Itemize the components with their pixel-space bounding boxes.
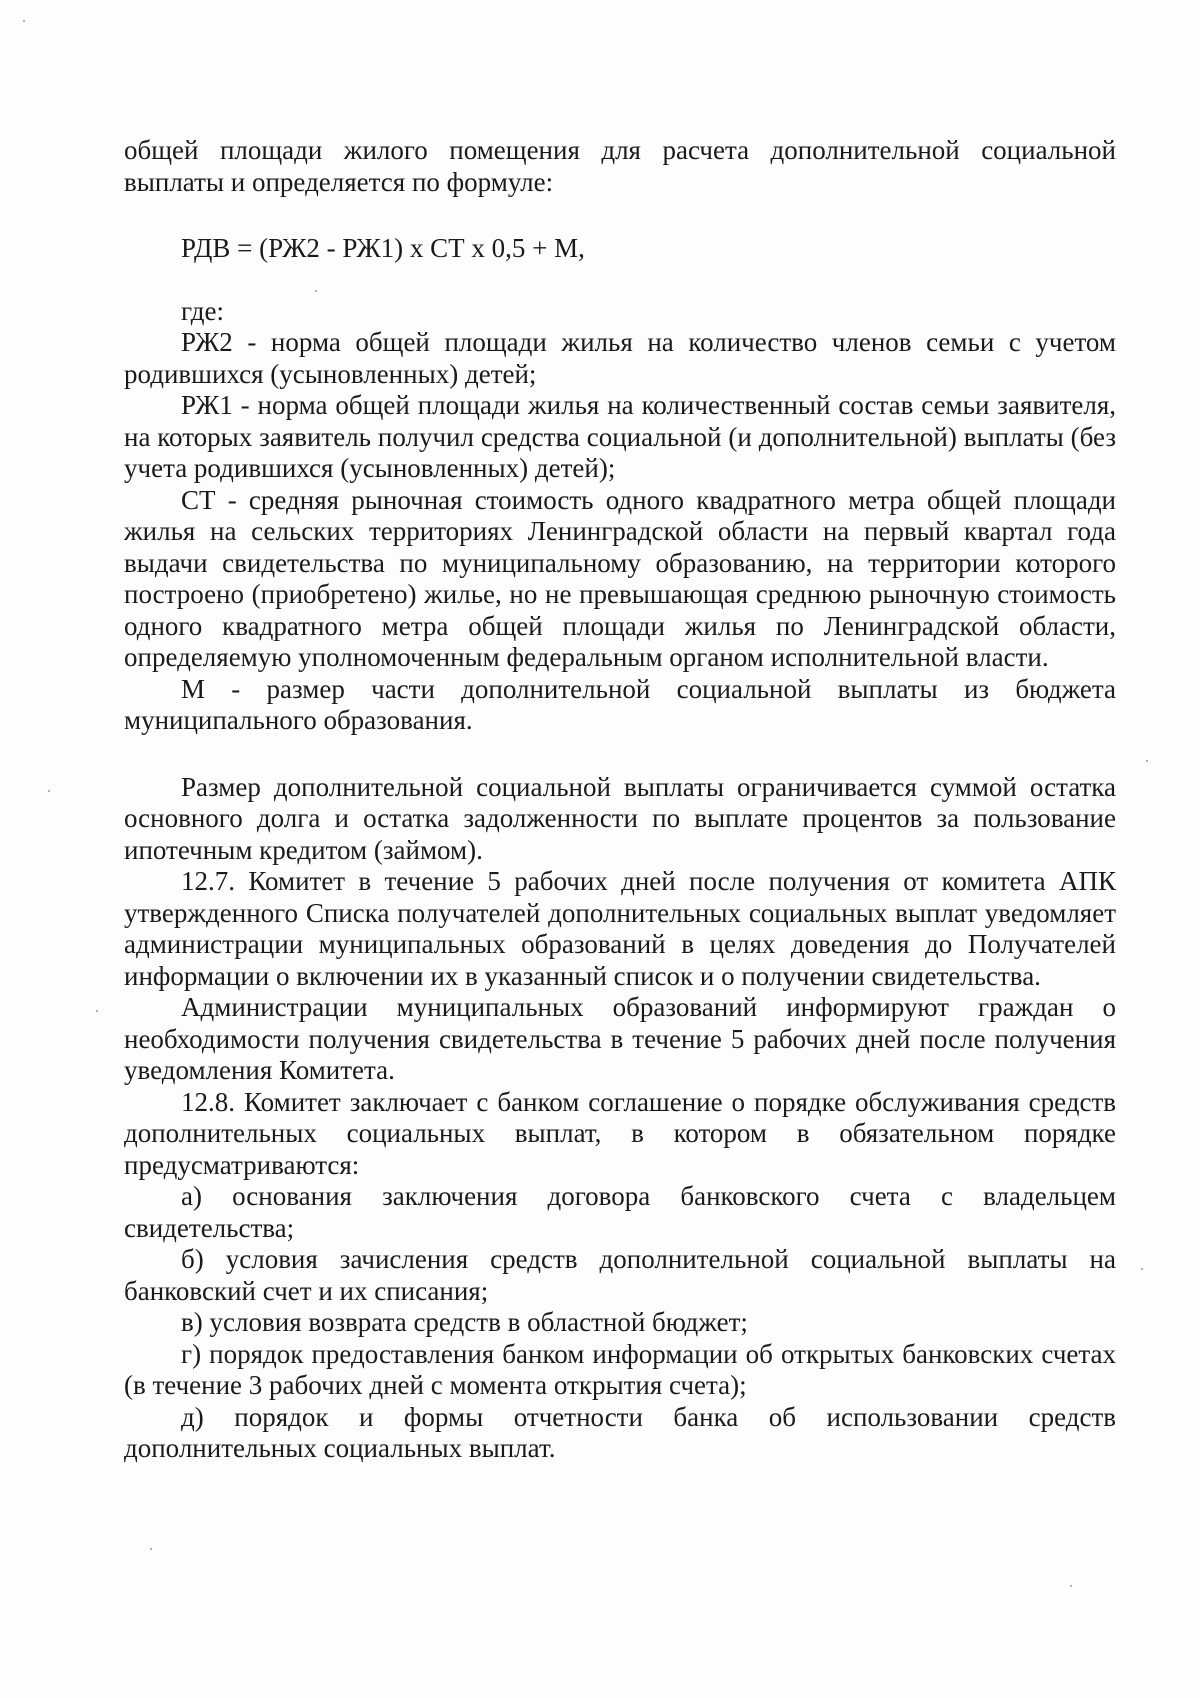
scan-speck	[315, 290, 317, 292]
formula-rdv: РДВ = (РЖ2 - РЖ1) x СТ x 0,5 + М,	[181, 233, 585, 263]
definition-rzh1: РЖ1 - норма общей площади жилья на количественный состав семьи заявителя, на которых заявитель получил средства социальной (и дополнительной) выплаты (без учета родившихся (усыновленных) детей);	[124, 390, 1116, 483]
paragraph-size-limit: Размер дополнительной социальной выплаты ограничивается суммой остатка основного долга и остатка задолженности по выплате процентов за пользование ипотечным кредитом (займом).	[124, 771, 1116, 865]
list-item-g: г) порядок предоставления банком информации об открытых банковских счетах (в течение 3 рабочих дней с момента открытия счета);	[124, 1338, 1116, 1400]
scan-speck	[150, 1548, 152, 1550]
definition-rzh2: РЖ2 - норма общей площади жилья на количество членов семьи с учетом родившихся (усыновленных) детей;	[124, 327, 1116, 389]
scan-speck	[96, 1010, 98, 1012]
definition-st: СТ - средняя рыночная стоимость одного квадратного метра общей площади жилья на сельских территориях Ленинградской области на первый квартал года выдачи свидетельства по муниципальному образованию, на территории которого построено (приобретено) жилье, но не превышающая среднюю рыночную стоимость одного квадратного метра общей площади жилья по Ленинградской области, определяемую уполномоченным федеральным органом исполнительной власти.	[124, 484, 1116, 672]
list-item-a: а) основания заключения договора банковского счета с владельцем свидетельства;	[124, 1181, 1116, 1243]
paragraph-formula-intro: общей площади жилого помещения для расчета дополнительной социальной выплаты и определяется по формуле:	[124, 135, 1116, 197]
scan-speck	[1146, 760, 1148, 762]
scan-speck	[23, 20, 25, 22]
scan-speck	[48, 790, 50, 792]
formula-where-label: где:	[181, 295, 224, 326]
definition-m: М - размер части дополнительной социальной выплаты из бюджета муниципального образования.	[124, 673, 1116, 735]
scan-speck	[1070, 1585, 1072, 1587]
scan-speck	[1141, 1268, 1143, 1270]
paragraph-12-8: 12.8. Комитет заключает с банком соглашение о порядке обслуживания средств дополнительных социальных выплат, в котором в обязательном порядке предусматриваются:	[124, 1086, 1116, 1180]
list-item-b: б) условия зачисления средств дополнительной социальной выплаты на банковский счет и их списания;	[124, 1244, 1116, 1306]
list-item-d: д) порядок и формы отчетности банка об использовании средств дополнительных социальных выплат.	[124, 1401, 1116, 1463]
paragraph-admin-inform: Администрации муниципальных образований информируют граждан о необходимости получения свидетельства в течение 5 рабочих дней после получения уведомления Комитета.	[124, 992, 1116, 1085]
document-body	[124, 135, 1116, 1465]
list-item-v: в) условия возврата средств в областной бюджет;	[181, 1307, 748, 1337]
paragraph-12-7: 12.7. Комитет в течение 5 рабочих дней после получения от комитета АПК утвержденного Списка получателей дополнительных социальных выплат уведомляет администрации муниципальных образований в целях доведения до Получателей информации о включении их в указанный список и о получении свидетельства.	[124, 866, 1116, 991]
